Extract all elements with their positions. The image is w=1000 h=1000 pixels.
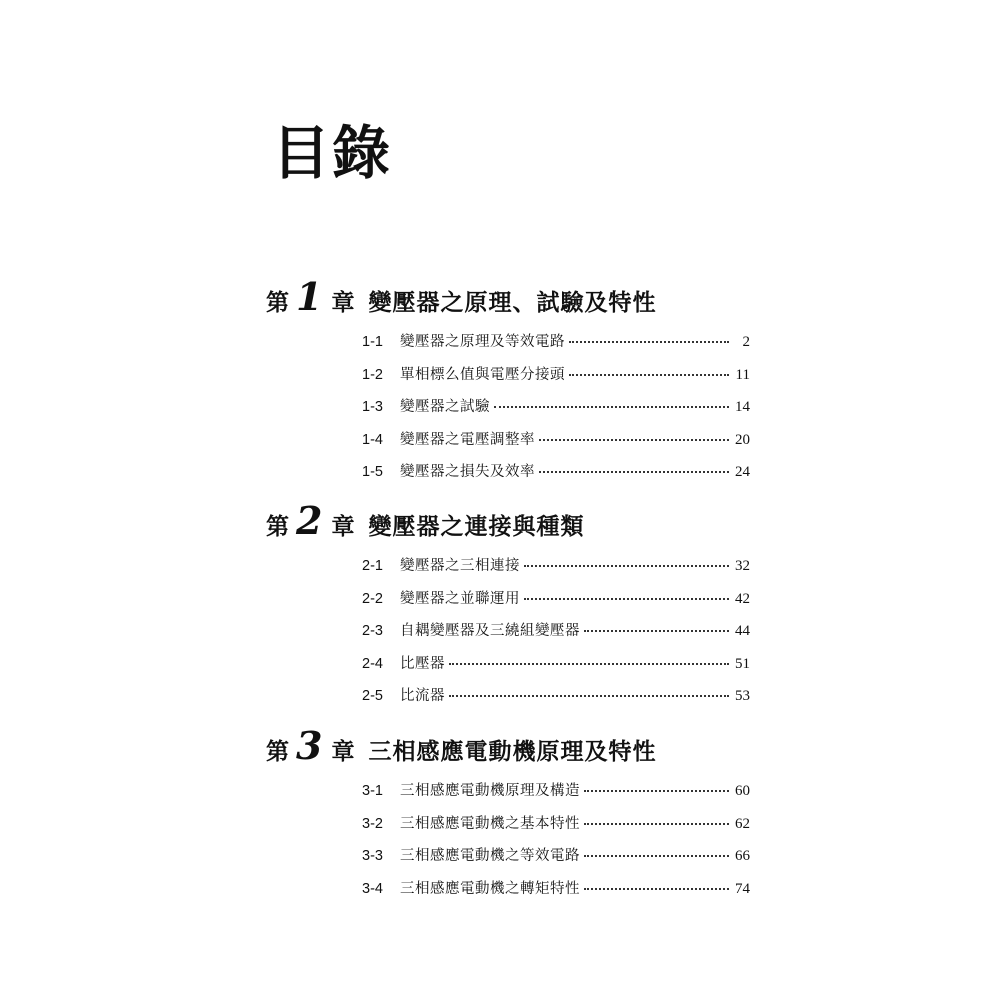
page-number: 24 xyxy=(735,464,750,480)
section-title: 變壓器之試驗 xyxy=(400,399,490,415)
section-list xyxy=(362,779,750,909)
section-number: 2-5 xyxy=(362,688,383,704)
section-number: 2-1 xyxy=(362,558,383,574)
section-number: 1-1 xyxy=(362,334,383,350)
chapter-suffix: 章 xyxy=(331,739,355,765)
section-title: 比流器 xyxy=(400,688,445,704)
section-number: 3-4 xyxy=(362,880,383,897)
section-number: 1-4 xyxy=(362,431,383,448)
dot-leader xyxy=(569,341,729,343)
chapter-heading[interactable] xyxy=(266,723,756,768)
dot-leader xyxy=(584,888,729,890)
chapter-prefix: 第 xyxy=(266,739,289,765)
page-number: 11 xyxy=(735,366,750,383)
dot-leader xyxy=(524,598,729,600)
chapter-2 xyxy=(266,498,756,717)
dot-leader xyxy=(584,630,729,632)
page-number: 66 xyxy=(735,848,750,864)
section-list xyxy=(362,330,750,493)
section-title: 三相感應電動機原理及構造 xyxy=(400,783,580,799)
chapter-title: 變壓器之連接與種類 xyxy=(368,514,585,540)
dot-leader xyxy=(584,823,729,825)
toc-entry[interactable] xyxy=(362,779,750,812)
section-title: 三相感應電動機之基本特性 xyxy=(400,815,580,832)
section-number: 1-5 xyxy=(362,464,383,480)
chapter-1 xyxy=(266,274,756,493)
toc-entry[interactable] xyxy=(362,460,750,493)
section-title: 比壓器 xyxy=(400,655,445,672)
toc-entry[interactable] xyxy=(362,428,750,461)
page-number: 74 xyxy=(735,880,750,897)
page-title: 目錄 xyxy=(272,119,393,187)
section-number: 2-2 xyxy=(362,590,383,607)
chapter-prefix: 第 xyxy=(266,290,289,316)
toc-entry[interactable] xyxy=(362,812,750,845)
section-number: 2-4 xyxy=(362,655,383,672)
chapter-heading[interactable] xyxy=(266,274,756,319)
section-number: 1-2 xyxy=(362,366,383,383)
section-title: 自耦變壓器及三繞組變壓器 xyxy=(400,623,580,639)
page-number: 53 xyxy=(735,688,750,704)
toc-entry[interactable] xyxy=(362,395,750,428)
chapter-number: 2 xyxy=(296,498,323,543)
chapter-number: 1 xyxy=(296,274,323,319)
dot-leader xyxy=(584,855,729,857)
dot-leader xyxy=(494,406,729,408)
chapter-prefix: 第 xyxy=(266,514,289,540)
toc-entry[interactable] xyxy=(362,844,750,877)
toc-entry[interactable] xyxy=(362,652,750,685)
toc-entry[interactable] xyxy=(362,554,750,587)
dot-leader xyxy=(584,790,729,792)
section-title: 變壓器之三相連接 xyxy=(400,558,520,574)
section-title: 變壓器之原理及等效電路 xyxy=(400,334,565,350)
toc-entry[interactable] xyxy=(362,363,750,396)
chapter-number: 3 xyxy=(296,723,323,768)
section-list xyxy=(362,554,750,717)
page-number: 60 xyxy=(735,783,750,799)
section-title: 三相感應電動機之轉矩特性 xyxy=(400,880,580,897)
chapter-suffix: 章 xyxy=(331,290,355,316)
chapter-title: 三相感應電動機原理及特性 xyxy=(368,739,657,765)
section-title: 變壓器之並聯運用 xyxy=(400,590,520,607)
dot-leader xyxy=(539,439,729,441)
page-number: 20 xyxy=(735,431,750,448)
toc-entry[interactable] xyxy=(362,619,750,652)
section-number: 2-3 xyxy=(362,623,383,639)
section-title: 變壓器之電壓調整率 xyxy=(400,431,535,448)
chapter-suffix: 章 xyxy=(331,514,355,540)
dot-leader xyxy=(449,663,729,665)
page-number: 44 xyxy=(735,623,750,639)
dot-leader xyxy=(449,695,729,697)
chapter-title: 變壓器之原理、試驗及特性 xyxy=(368,290,657,316)
section-number: 3-2 xyxy=(362,815,383,832)
toc-entry[interactable] xyxy=(362,587,750,620)
section-number: 3-1 xyxy=(362,783,383,799)
toc-entry[interactable] xyxy=(362,877,750,910)
dot-leader xyxy=(539,471,729,473)
toc-entry[interactable] xyxy=(362,330,750,363)
chapter-3 xyxy=(266,723,756,909)
chapter-heading[interactable] xyxy=(266,498,756,543)
section-title: 單相標么值與電壓分接頭 xyxy=(400,366,565,383)
dot-leader xyxy=(569,374,729,376)
section-number: 1-3 xyxy=(362,399,383,415)
page-number: 42 xyxy=(735,590,750,607)
toc-entry[interactable] xyxy=(362,684,750,717)
section-number: 3-3 xyxy=(362,848,383,864)
page-number: 14 xyxy=(735,399,750,415)
page-number: 2 xyxy=(742,334,750,350)
page-number: 62 xyxy=(735,815,750,832)
dot-leader xyxy=(524,565,729,567)
section-title: 三相感應電動機之等效電路 xyxy=(400,848,580,864)
page-number: 32 xyxy=(735,558,750,574)
section-title: 變壓器之損失及效率 xyxy=(400,464,535,480)
page-number: 51 xyxy=(735,655,750,672)
